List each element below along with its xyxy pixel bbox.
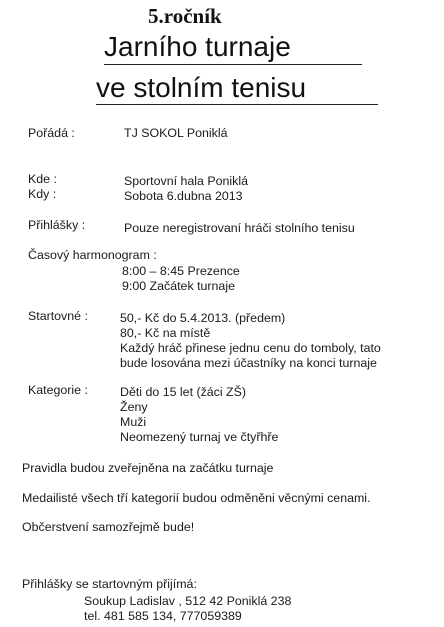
contact-address: Soukup Ladislav , 512 42 Poniklá 238: [84, 594, 292, 608]
contact-intro: Přihlášky se startovným přijímá:: [22, 577, 197, 591]
registration-value: Pouze neregistrovaní hráči stolního tenisu: [124, 221, 355, 235]
categories-label: Kategorie :: [28, 383, 88, 397]
date-label: Kdy :: [28, 187, 57, 201]
category-item: Děti do 15 let (žáci ZŠ): [120, 385, 247, 399]
fee-line: Každý hráč přinese jednu cenu do tomboly, tato: [120, 341, 381, 355]
category-item: Ženy: [120, 400, 148, 414]
title-line-1: Jarního turnaje: [104, 31, 291, 62]
contact-phone: tel. 481 585 134, 777059389: [84, 609, 242, 623]
venue-value: Sportovní hala Poniklá: [124, 174, 248, 188]
registration-label: Přihlášky :: [28, 218, 86, 232]
medals-note: Medailisté všech tří kategorií budou odměněni věcnými cenami.: [22, 491, 371, 505]
schedule-label: Časový harmonogram :: [28, 248, 157, 262]
category-item: Muži: [120, 415, 147, 429]
date-value: Sobota 6.dubna 2013: [124, 189, 243, 203]
refreshments-note: Občerstvení samozřejmě bude!: [22, 520, 195, 534]
organizer-label: Pořádá :: [28, 126, 75, 140]
schedule-item: 8:00 – 8:45 Prezence: [122, 264, 240, 278]
category-item: Neomezený turnaj ve čtyřhře: [120, 430, 279, 444]
fees-label: Startovné :: [28, 309, 88, 323]
schedule-item: 9:00 Začátek turnaje: [122, 279, 235, 293]
title-underline-1: [104, 64, 362, 65]
venue-label: Kde :: [28, 172, 57, 186]
rules-note: Pravidla budou zveřejněna na začátku turnaje: [22, 461, 274, 475]
fee-line: 50,- Kč do 5.4.2013. (předem): [120, 311, 286, 325]
title-line-2: ve stolním tenisu: [96, 72, 307, 103]
title-underline-2: [96, 104, 378, 105]
fee-line: bude losována mezi účastníky na konci turnaje: [120, 356, 377, 370]
edition-heading: 5.ročník: [148, 4, 222, 28]
fee-line: 80,- Kč na místě: [120, 326, 211, 340]
organizer-value: TJ SOKOL Poniklá: [124, 126, 228, 140]
